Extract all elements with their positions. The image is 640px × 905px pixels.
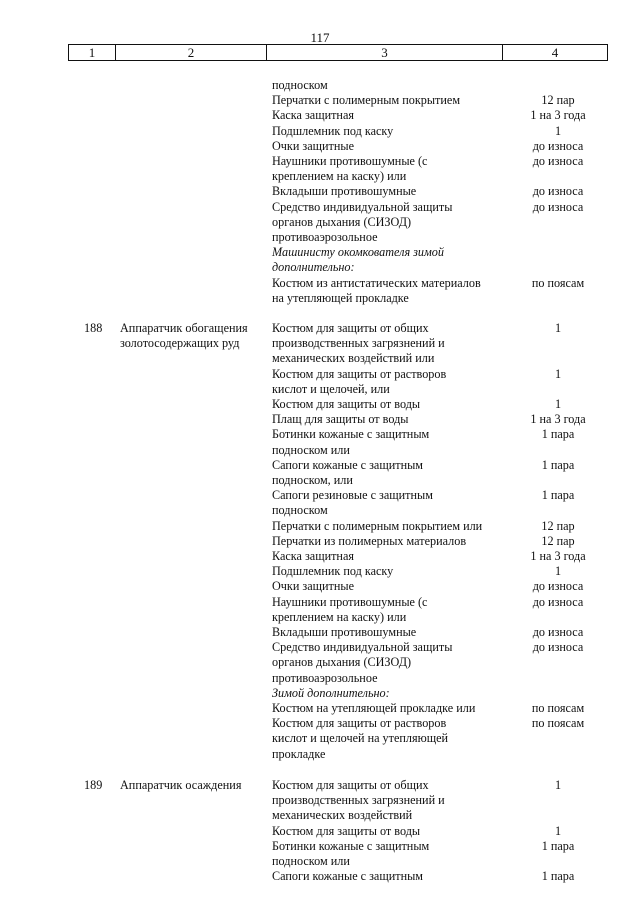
- issue-norm: по поясам: [531, 275, 585, 290]
- ppe-item: Сапоги резиновые с защитным: [272, 488, 433, 503]
- column-2-header: 2: [116, 45, 267, 60]
- issue-norm: до износа: [532, 640, 584, 655]
- ppe-item: подноском или: [272, 854, 350, 868]
- ppe-item: Наушники противошумные (с: [272, 594, 428, 609]
- ppe-item: кислот и щелочей, или: [272, 381, 390, 396]
- ppe-item: противоаэрозольное: [272, 230, 378, 244]
- issue-norm: 1: [554, 366, 562, 381]
- column-3-header: 3: [267, 45, 503, 60]
- ppe-item: Костюм для защиты от растворов: [272, 366, 447, 381]
- ppe-item: Вкладыши противошумные: [272, 625, 417, 639]
- issue-norm: 1 пара: [541, 838, 575, 853]
- ppe-item: креплением на каску) или: [272, 169, 407, 184]
- issue-norm: 12 пар: [541, 533, 575, 548]
- issue-norm: 1 пара: [541, 457, 575, 472]
- issue-norm: до износа: [532, 579, 584, 594]
- ppe-item: на утепляющей прокладке: [272, 290, 409, 305]
- ppe-item: Костюм для защиты от общих: [272, 778, 429, 792]
- ppe-item: Каска защитная: [272, 549, 354, 563]
- ppe-item: производственных загрязнений и: [272, 336, 445, 351]
- issue-norm: до износа: [532, 199, 584, 214]
- profession-name: Аппаратчик осаждения: [120, 778, 242, 792]
- note-italic: Машинисту окомкователя зимой: [272, 245, 444, 260]
- issue-norm: до износа: [532, 184, 584, 199]
- ppe-item: Вкладыши противошумные: [272, 184, 417, 199]
- ppe-item: Костюм для защиты от воды: [272, 823, 421, 838]
- ppe-item: подноском или: [272, 442, 350, 457]
- issue-norm: по поясам: [531, 701, 585, 715]
- issue-norm: 1: [554, 778, 562, 792]
- ppe-item: органов дыхания (СИЗОД): [272, 655, 412, 670]
- profession-name: Аппаратчик обогащения: [120, 321, 248, 335]
- ppe-item: Очки защитные: [272, 138, 354, 153]
- ppe-item: Очки защитные: [272, 579, 354, 594]
- ppe-item: подноском, или: [272, 473, 353, 487]
- ppe-item: Средство индивидуальной защиты: [272, 199, 453, 214]
- issue-norm: до износа: [532, 154, 584, 168]
- ppe-item: креплением на каску) или: [272, 609, 407, 624]
- ppe-item: Ботинки кожаные с защитным: [272, 838, 430, 853]
- issue-norm: 1 на 3 года: [530, 412, 586, 427]
- ppe-item: Перчатки с полимерным покрытием: [272, 93, 461, 108]
- ppe-item: механических воздействий: [272, 808, 413, 823]
- ppe-item: Средство индивидуальной защиты: [272, 640, 453, 655]
- issue-norm: до износа: [532, 138, 584, 153]
- ppe-item: Ботинки кожаные с защитным: [272, 427, 430, 442]
- row-number: 188: [84, 321, 103, 335]
- issue-norm: 1: [554, 564, 562, 579]
- page-number: 117: [310, 30, 330, 45]
- issue-norm: 1: [554, 123, 562, 138]
- issue-norm: 12 пар: [541, 518, 575, 533]
- column-1-header: 1: [69, 45, 116, 60]
- note-italic: Зимой дополнительно:: [272, 685, 390, 700]
- ppe-item: Костюм для защиты от растворов: [272, 716, 447, 731]
- issue-norm: 1 на 3 года: [530, 108, 586, 123]
- ppe-item: прокладке: [272, 746, 326, 761]
- issue-norm: 1: [554, 823, 562, 838]
- ppe-item: подноском: [272, 78, 328, 92]
- issue-norm: по поясам: [531, 716, 585, 731]
- ppe-item: Сапоги кожаные с защитным: [272, 457, 423, 472]
- profession-name: золотосодержащих руд: [120, 336, 240, 351]
- ppe-item: кислот и щелочей на утепляющей: [272, 731, 449, 746]
- ppe-item: Подшлемник под каску: [272, 564, 394, 579]
- issue-norm: 1: [554, 321, 562, 335]
- ppe-item: противоаэрозольное: [272, 670, 378, 685]
- ppe-item: Костюм из антистатических материалов: [272, 275, 481, 290]
- issue-norm: 1: [554, 397, 562, 411]
- issue-norm: 1 на 3 года: [530, 549, 586, 563]
- row-number: 189: [84, 778, 103, 792]
- ppe-item: Перчатки с полимерным покрытием или: [272, 518, 483, 533]
- ppe-item: Костюм для защиты от общих: [272, 321, 429, 335]
- issue-norm: до износа: [532, 594, 584, 609]
- ppe-item: производственных загрязнений и: [272, 793, 445, 808]
- ppe-item: подноском: [272, 503, 328, 518]
- column-4-header: 4: [551, 45, 559, 60]
- issue-norm: 1 пара: [541, 869, 575, 884]
- ppe-item: Подшлемник под каску: [272, 123, 394, 138]
- issue-norm: до износа: [532, 625, 584, 639]
- ppe-item: Костюм на утепляющей прокладке или: [272, 701, 476, 715]
- ppe-item: органов дыхания (СИЗОД): [272, 214, 412, 229]
- table-column-header: [68, 44, 608, 61]
- ppe-item: Плащ для защиты от воды: [272, 412, 409, 427]
- issue-norm: 1 пара: [541, 427, 575, 442]
- note-italic: дополнительно:: [272, 260, 355, 275]
- ppe-item: Костюм для защиты от воды: [272, 397, 421, 411]
- ppe-item: Каска защитная: [272, 108, 354, 123]
- ppe-item: Наушники противошумные (с: [272, 154, 428, 168]
- issue-norm: 1 пара: [541, 488, 575, 503]
- issue-norm: 12 пар: [541, 93, 575, 108]
- ppe-item: Перчатки из полимерных материалов: [272, 533, 467, 548]
- ppe-item: механических воздействий или: [272, 351, 435, 366]
- ppe-item: Сапоги кожаные с защитным: [272, 869, 423, 884]
